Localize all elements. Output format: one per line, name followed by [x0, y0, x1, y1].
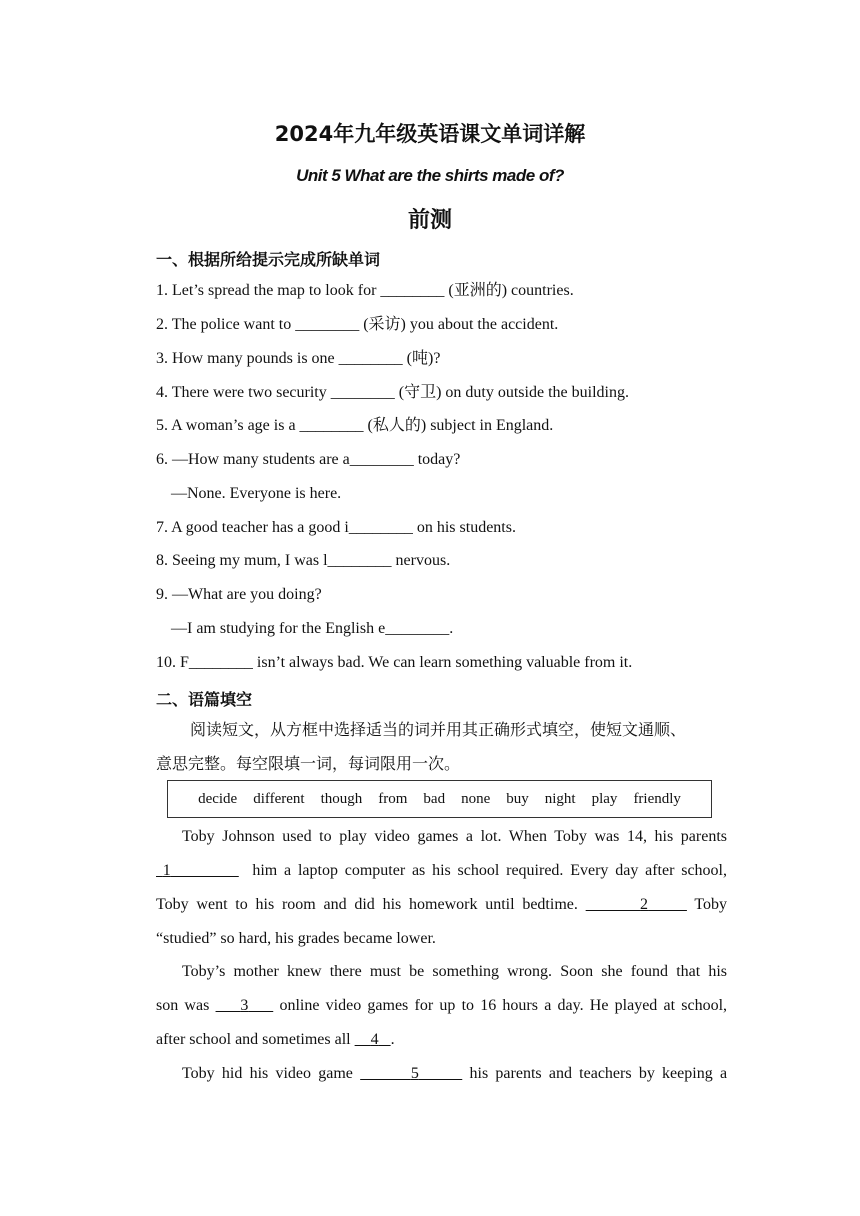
- question-8: 8. Seeing my mum, I was l________ nervous.: [156, 552, 451, 569]
- passage-line: 1 him a laptop computer as his school required. Every day after school,: [156, 861, 727, 881]
- passage-line: Toby went to his room and did his homework until bedtime. 2 Toby: [156, 896, 728, 913]
- passage-line: “studied” so hard, his grades became lower.: [156, 930, 436, 947]
- question-6-answer: —None. Everyone is here.: [171, 485, 342, 502]
- blank-4[interactable]: 4: [370, 1031, 379, 1048]
- question-5: 5. A woman’s age is a ________ (私人的) subject in England.: [156, 417, 554, 434]
- passage-line: after school and sometimes all 4 .: [156, 1031, 395, 1048]
- word-bank-item: though: [320, 790, 363, 807]
- question-9: 9. —What are you doing?: [156, 586, 322, 603]
- question-1: 1. Let’s spread the map to look for ________ (亚洲的) countries.: [156, 282, 574, 299]
- section1-heading: 一、根据所给提示完成所缺单词: [156, 250, 381, 269]
- word-bank-item: night: [544, 790, 576, 807]
- word-bank-item: play: [591, 790, 618, 807]
- word-bank-item: from: [378, 790, 408, 807]
- word-bank-item: friendly: [633, 790, 681, 807]
- word-bank-item: different: [253, 790, 305, 807]
- blank-2[interactable]: 2: [640, 896, 649, 913]
- word-bank-item: bad: [423, 790, 446, 807]
- word-bank-item: buy: [506, 790, 529, 807]
- passage-line: son was 3 online video games for up to 16 hours a day. He played at school,: [156, 997, 728, 1014]
- question-2: 2. The police want to ________ (采访) you about the accident.: [156, 316, 559, 333]
- passage-line: Toby’s mother knew there must be something wrong. Soon she found that his: [182, 963, 727, 980]
- question-10: 10. F________ isn’t always bad. We can learn something valuable from it.: [156, 654, 633, 671]
- word-bank-item: none: [461, 790, 491, 807]
- passage-line: Toby Johnson used to play video games a lot. When Toby was 14, his parents: [182, 828, 727, 845]
- word-bank-box: [167, 780, 712, 818]
- question-3: 3. How many pounds is one ________ (吨)?: [156, 350, 441, 367]
- pretest-heading: 前测: [407, 208, 452, 233]
- blank-1[interactable]: 1: [162, 862, 171, 879]
- word-bank-item: decide: [198, 790, 238, 807]
- unit-subtitle: Unit 5 What are the shirts made of?: [296, 166, 564, 185]
- blank-3[interactable]: 3: [240, 997, 249, 1014]
- question-7: 7. A good teacher has a good i________ on his students.: [156, 519, 516, 536]
- section2-instructions-line2: 意思完整。每空限填一词，每词限用一次。: [156, 754, 461, 773]
- question-6: 6. —How many students are a________ today?: [156, 451, 461, 468]
- blank-5[interactable]: 5: [410, 1065, 419, 1082]
- section2-heading: 二、语篇填空: [156, 690, 253, 709]
- question-4: 4. There were two security ________ (守卫) on duty outside the building.: [156, 384, 629, 401]
- question-9-answer: —I am studying for the English e________.: [171, 620, 454, 637]
- passage-line: Toby hid his video game 5 his parents and teachers by keeping a: [182, 1065, 728, 1082]
- section2-instructions-line1: 阅读短文，从方框中选择适当的词并用其正确形式填空，使短文通顺、: [190, 720, 687, 739]
- document-title: 2024年九年级英语课文单词详解: [274, 122, 586, 146]
